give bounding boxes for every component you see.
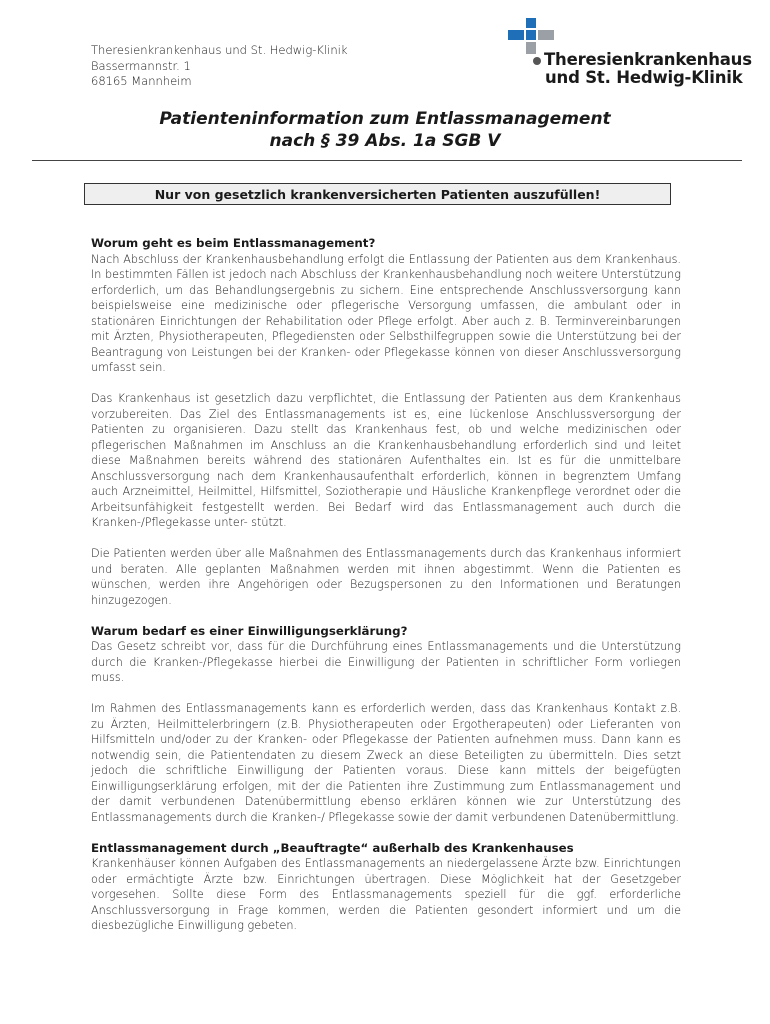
title-line-1: Patienteninformation zum Entlassmanagement (159, 109, 611, 129)
document-body (91, 236, 681, 949)
section-heading: Entlassmanagement durch „Beauftragte“ außerhalb des Krankenhauses (91, 840, 574, 855)
hospital-logo (508, 18, 752, 88)
address-line-1: Theresienkrankenhaus und St. Hedwig-Klinik (91, 43, 348, 57)
notice-box: Nur von gesetzlich krankenversicherten Patienten auszufüllen! (84, 183, 671, 205)
section-einwilligung (91, 624, 681, 826)
sender-address (91, 43, 348, 90)
document-title (0, 108, 770, 152)
paragraph: Das Gesetz schreibt vor, dass für die Durchführung eines Entlassmanagements und die Unterstützung durch die Kranken-/Pflegekasse hierbei die Einwilligung der Patienten in schriftlicher Form vorliegen muss. (91, 640, 681, 684)
section-entlassmanagement (91, 236, 681, 608)
paragraph: Das Krankenhaus ist gesetzlich dazu verpflichtet, die Entlassung der Patienten aus dem Krankenhaus vorzubereiten. Das Ziel des Entlassmanagements ist es, eine lückenlose Anschlussversorgung der Patienten zu organisieren. Dazu stellt das Krankenhaus fest, ob und welche medizinischen oder pflegerischen Maßnahmen im Anschluss an die Krankenhausbehandlung erforderlich sind und leitet diese Maßnahmen bereits während des stationären Aufenthaltes ein. Ist es für die unmittelbare Anschlussversorgung nach dem Krankenhausaufenthalt erforderlich, können in begrenztem Umfang auch Arzneimittel, Heilmittel, Hilfsmittel, Soziotherapie und Häusliche Krankenpflege verordnet oder die Arbeitsunfähigkeit festgestellt werden. Bei Bedarf wird das Entlassmanagement auch durch die Kranken-/Pflegekasse unter- stützt. (91, 392, 681, 529)
logo-wordmark (544, 51, 752, 87)
paragraph: Nach Abschluss der Krankenhausbehandlung erfolgt die Entlassung der Patienten aus dem Krankenhaus. In bestimmten Fällen ist jedoch nach Abschluss der Krankenhausbehandlung noch weitere Unterstützung erforderlich, um das Behandlungsergebnis zu sichern. Eine entsprechende Anschlussversorgung kann beispielsweise eine medizinische oder pflegerische Versorgung umfassen, die ambulant oder in stationären Einrichtungen der Rehabilitation oder Pflege erfolgt. Aber auch z. B. Terminvereinbarungen mit Ärzten, Physiotherapeuten, Pflegediensten oder Selbsthilfegruppen sowie die Unterstützung bei der Beantragung von Leistungen bei der Kranken- oder Pflegekasse können von dieser Anschlussversorgung umfasst sein. (91, 252, 681, 374)
logo-line-2: und St. Hedwig-Klinik (545, 68, 743, 87)
paragraph: Krankenhäuser können Aufgaben des Entlassmanagements an niedergelassene Ärzte bzw. Einrichtungen oder ermächtigte Ärzte bzw. Einrichtungen übertragen. Diese Möglichkeit hat der Gesetzgeber vorgesehen. Sollte diese Form des Entlassmanagements speziell für die ggf. erforderliche Anschlussversorgung in Frage kommen, werden die Patienten gesondert informiert und um die diesbezügliche Einwilligung gebeten. (91, 857, 681, 932)
section-heading: Warum bedarf es einer Einwilligungserklärung? (91, 623, 408, 638)
address-line-2: Bassermannstr. 1 (91, 58, 191, 73)
paragraph: Die Patienten werden über alle Maßnahmen des Entlassmanagements durch das Krankenhaus informiert und beraten. Alle geplanten Maßnahmen werden mit ihnen abgestimmt. Wenn die Patienten es wünschen, werden ihre Angehörigen oder Bezugspersonen zu den Informationen und Beratungen hinzugezogen. (91, 547, 681, 607)
address-line-3: 68165 Mannheim (91, 74, 192, 88)
section-beauftragte (91, 841, 681, 934)
paragraph: Im Rahmen des Entlassmanagements kann es erforderlich werden, dass das Krankenhaus Kontakt z.B. zu Ärzten, Heilmittelerbringern (z.B. Physiotherapeuten oder Ergotherapeuten) oder Lieferanten von Hilfsmitteln und/oder zu der Kranken- oder Pflegekasse der Patienten aufnehmen muss. Dann kann es notwendig sein, die Patientendaten zu diesem Zweck an diese Beteiligten zu übermitteln. Dies setzt jedoch die schriftliche Einwilligung der Patienten voraus. Diese kann mittels der beigefügten Einwilligungserklärung erfolgen, mit der die Patienten ihre Zustimmung zum Entlassmanagement und der damit verbundenen Datenübermittlung ebenso erklären können wie zur Unterstützung des Entlassmanagements durch die Kranken-/ Pflegekasse sowie der damit verbundenen Datenübermittlung. (91, 702, 681, 824)
title-line-2: nach § 39 Abs. 1a SGB V (269, 131, 501, 151)
section-heading: Worum geht es beim Entlassmanagement? (91, 236, 376, 250)
logo-line-1: Theresienkrankenhaus (544, 50, 752, 69)
divider (32, 160, 742, 161)
